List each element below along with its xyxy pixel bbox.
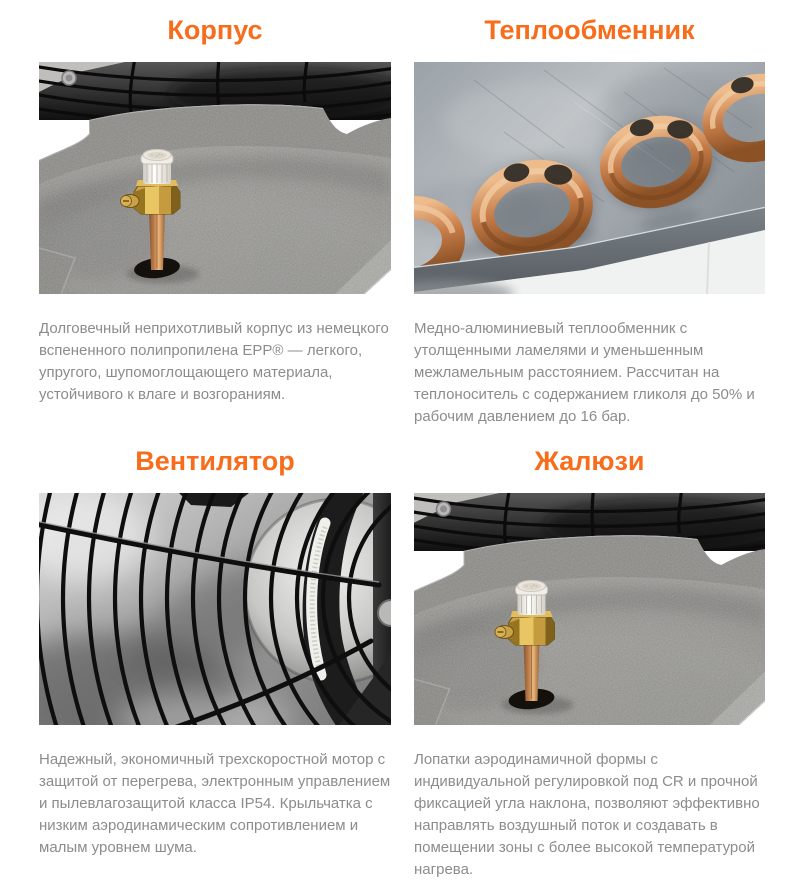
- feature-ventilyator: [39, 445, 391, 881]
- feature-description-korpus: Долговечный неприхотливый корпус из немецкого вспененного полипропилена EPP® — легкого, упругого, шупомоглощающего материала, устойчивого к влаге и возгораниям.: [39, 320, 389, 403]
- feature-title-korpus: Корпус: [167, 15, 263, 45]
- epp-housing-image-2: [414, 493, 765, 725]
- feature-description-zhalyuzi: Лопатки аэродинамичной формы с индивидуальной регулировкой под CR и прочной фиксацией угла наклона, позволяют эффективно направлять воздушный поток и создавать в помещении зоны с более высокой температурой нагрева.: [414, 751, 760, 878]
- feature-zhalyuzi: [414, 445, 765, 881]
- photo-epp-housing: [39, 62, 391, 294]
- photo-heat-exchanger: [414, 62, 765, 294]
- feature-title-ventilyator: Вентилятор: [135, 446, 295, 476]
- fan-guard-image: [39, 493, 391, 725]
- feature-title-zhalyuzi: Жалюзи: [534, 446, 645, 476]
- photo-epp-housing-2: [414, 493, 765, 725]
- feature-korpus: [39, 14, 391, 428]
- feature-description-ventilyator: Надежный, экономичный трехскоростной мотор с защитой от перегрева, электронным управлением и пылевлагозащитой класса IP54. Крыльчатка с низким аэродинамическим сопротивлением и малым уровнем шума.: [39, 751, 391, 856]
- heat-exchanger-image: [414, 62, 765, 294]
- epp-housing-image: [39, 62, 391, 294]
- feature-description-teploobmennik: Медно-алюминиевый теплообменник с утолщенными ламелями и уменьшенным межламельным расстоянием. Рассчитан на теплоноситель с содержанием гликоля до 50% и рабочим давлением до 16 бар.: [414, 320, 755, 425]
- feature-teploobmennik: [414, 14, 765, 428]
- feature-title-teploobmennik: Теплообменник: [484, 15, 695, 45]
- photo-fan-guard: [39, 493, 391, 725]
